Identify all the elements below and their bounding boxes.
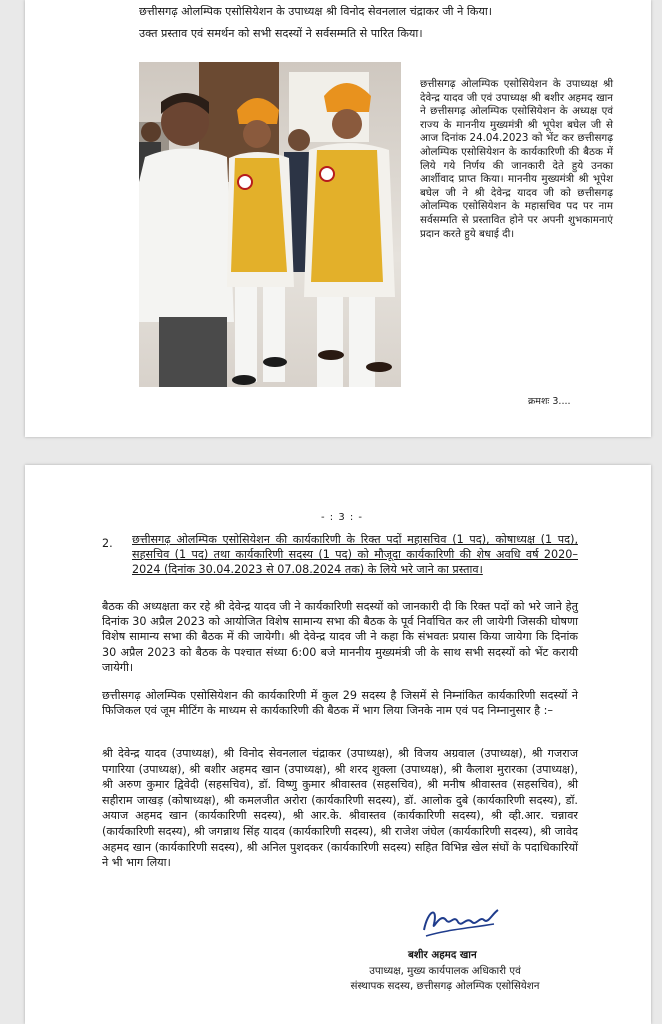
paragraph-meeting-info: बैठक की अध्यक्षता कर रहे श्री देवेन्द्र यादव जी ने कार्यकारिणी सदस्यों को जानकारी दी कि रिक्त पदों को भरे जाने हेतु दिनांक 30 अप्रैल 2023 को आयोजित विशेष सामान्य सभा की बैठक के पूर्व निर्वाचित कर ली जायेगी जिसकी घोषणा विशेष सामान्य सभा की बैठक में की जायेगी। श्री देवेन्द्र यादव जी ने कहा कि संभवतः प्रयास किया जायेगा कि दिनांक 30 अप्रैल 2023 को बैठक के पश्चात संध्या 6:00 बजे माननीय मुख्यमंत्री जी के साथ सभी सदस्यों को भेंट करायी जायेगी। (102, 600, 578, 674)
top-text-line-2: उक्त प्रस्ताव एवं समर्थन को सभी सदस्यों ने सर्वसम्मति से पारित किया। (139, 27, 423, 40)
top-text-line-1: छत्तीसगढ़ ओलम्पिक एसोसियेशन के उपाध्यक्ष श्री विनोद सेवनलाल चंद्राकर जी ने किया। (139, 5, 492, 18)
item-number: 2. (102, 537, 113, 550)
signatory-line-1: उपाध्यक्ष, मुख्य कार्यपालक अधिकारी एवं (369, 965, 521, 977)
item-heading: छत्तीसगढ़ ओलम्पिक एसोसियेशन की कार्यकारिणी के रिक्त पदों महासचिव (1 पद), कोषाध्यक्ष (1 पद), सहसचिव (1 पद) तथा कार्यकारिणी सदस्य (1 पद) को मौजूदा कार्यकारिणी की शेष अवधि वर्ष 2020–2024 (दिनांक 30.04.2023 से 07.08.2024 तक) के लिये भरे जाने का प्रस्ताव। (132, 533, 578, 576)
document-page-3 (25, 465, 651, 1024)
signatory-designation (325, 964, 565, 994)
signature (420, 900, 500, 946)
continued-marker: क्रमशः 3.... (528, 396, 571, 407)
document-page-2 (25, 0, 651, 437)
paragraph-attendees: श्री देवेन्द्र यादव (उपाध्यक्ष), श्री विनोद सेवनलाल चंद्राकर (उपाध्यक्ष), श्री विजय अग्रवाल (उपाध्यक्ष), श्री गजराज पगारिया (उपाध्यक्ष), श्री बशीर अहमद खान (उपाध्यक्ष), श्री शरद शुक्ला (उपाध्यक्ष), श्री कैलाश मुरारका (उपाध्यक्ष), श्री अरुण कुमार द्विवेदी (सहसचिव), डॉ. विष्णु कुमार श्रीवास्तव (सहसचिव), श्री मनीष श्रीवास्तव (सहसचिव), श्री सहीराम जाखड़ (कोषाध्यक्ष), श्री कमलजीत अरोरा (कार्यकारिणी सदस्य), डॉ. आलोक दुबे (कार्यकारिणी सदस्य), डॉ. अयाज अहमद खान (कार्यकारिणी सदस्य), श्री आर.के. श्रीवास्तव (कार्यकारिणी सदस्य), श्री व्ही.आर. चन्नावर (कार्यकारिणी सदस्य), श्री जगन्नाथ सिंह यादव (कार्यकारिणी सदस्य), श्री राजेश जंघेल (कार्यकारिणी सदस्य), श्री जावेद अहमद खान (कार्यकारिणी सदस्य), श्री अनिल पुशदकर (कार्यकारिणी सदस्य) सहित विभिन्न खेल संघों के पदाधिकारियों ने भी भाग लिया। (102, 747, 578, 870)
photo-caption: छत्तीसगढ़ ओलम्पिक एसोसियेशन के उपाध्यक्ष श्री देवेन्द्र यादव जी एवं उपाध्यक्ष श्री बशीर अहमद खान ने छत्तीसगढ़ ओलम्पिक एसोसियेशन के अध्यक्ष एवं राज्य के माननीय मुख्यमंत्री श्री भूपेश बघेल जी से आज दिनांक 24.04.2023 को भेंट कर छत्तीसगढ़ ओलम्पिक एसोसियेशन के कार्यकारिणी की बैठक में लिये गये निर्णय की जानकारी देते हुये उनका आर्शीवाद प्राप्त किया। माननीय मुख्यमंत्री श्री भूपेश बघेल जी ने श्री देवेन्द्र यादव जी को छत्तीसगढ़ ओलम्पिक एसोसियेशन के महासचिव पद पर नाम सर्वसम्मति से प्रस्तावित होने पर अपनी शुभकामनाएं प्रदान करते हुये बधाई दी। (420, 78, 613, 240)
page-number: - : 3 : - (321, 512, 364, 523)
paragraph-members-count: छत्तीसगढ़ ओलम्पिक एसोसियेशन की कार्यकारिणी में कुल 29 सदस्य है जिसमें से निम्नांकित कार्यकारिणी सदस्यों ने फिजिकल एवं जूम मीटिंग के माध्यम से कार्यकारिणी की बैठक में भाग लिया जिनके नाम एवं पद निम्नानुसार है :– (102, 689, 578, 718)
meeting-photo (139, 62, 401, 387)
signatory-name: बशीर अहमद खान (408, 949, 477, 961)
signatory-line-2: संस्थापक सदस्य, छत्तीसगढ़ ओलम्पिक एसोसियेशन (350, 979, 540, 992)
